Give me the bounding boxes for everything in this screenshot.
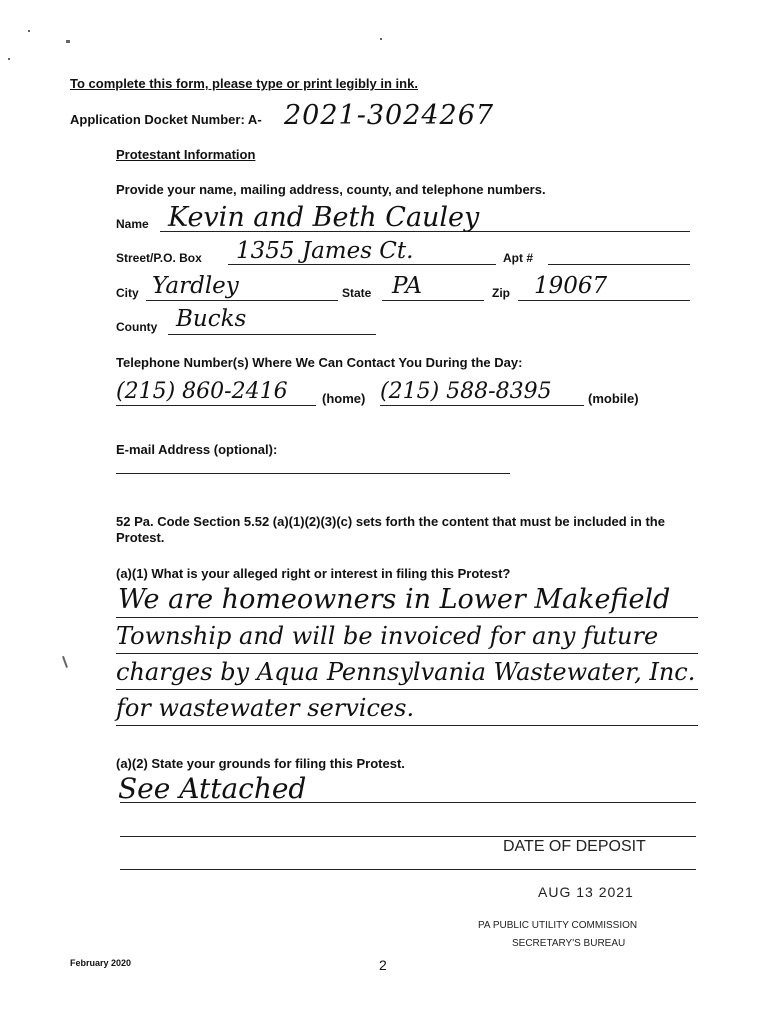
secretary-bureau: SECRETARY'S BUREAU (512, 938, 626, 949)
mobile-phone-line (380, 405, 584, 406)
apt-field-line (548, 264, 690, 265)
scan-speck (8, 58, 10, 60)
answer-a1-line (116, 653, 698, 654)
zip-field-line (518, 300, 690, 301)
city-value[interactable]: Yardley (152, 273, 239, 299)
street-field-line (228, 264, 496, 265)
phone-heading: Telephone Number(s) Where We Can Contact You During the Day: (116, 355, 523, 370)
deposit-date: AUG 13 2021 (538, 884, 634, 900)
answer-a1-text[interactable]: for wastewater services. (116, 694, 415, 722)
protestant-section-title: Protestant Information (116, 147, 256, 162)
answer-a2-text[interactable]: See Attached (118, 772, 307, 805)
home-phone-value[interactable]: (215) 860-2416 (116, 379, 288, 404)
county-label: County (116, 320, 158, 334)
mobile-label: (mobile) (588, 391, 639, 406)
scan-speck (62, 656, 68, 668)
docket-label: Application Docket Number: A- (70, 112, 262, 127)
zip-value[interactable]: 19067 (534, 273, 608, 299)
city-field-line (146, 300, 338, 301)
state-label: State (342, 286, 372, 300)
county-field-line (168, 334, 376, 335)
footer-date: February 2020 (70, 958, 132, 968)
question-a1: (a)(1) What is your alleged right or interest in filing this Protest? (116, 566, 511, 581)
answer-a1-text[interactable]: We are homeowners in Lower Makefield (118, 584, 671, 615)
home-label: (home) (322, 391, 366, 406)
state-value[interactable]: PA (392, 273, 422, 299)
answer-a1-text[interactable]: charges by Aqua Pennsylvania Wastewater, Inc. (116, 658, 696, 686)
mobile-phone-value[interactable]: (215) 588-8395 (380, 379, 552, 404)
home-phone-line (116, 405, 316, 406)
answer-a1-line (116, 689, 698, 690)
street-value[interactable]: 1355 James Ct. (236, 238, 414, 264)
scan-speck (380, 38, 382, 40)
puc-org: PA PUBLIC UTILITY COMMISSION (478, 920, 638, 931)
answer-a1-line (116, 617, 698, 618)
answer-a1-text[interactable]: Township and will be invoiced for any future (116, 622, 659, 650)
docket-value: 2021-3024267 (284, 100, 495, 131)
street-label: Street/P.O. Box (116, 251, 202, 265)
answer-a2-line (120, 836, 696, 837)
page-number: 2 (379, 957, 387, 973)
scan-speck (66, 40, 70, 43)
state-field-line (382, 300, 484, 301)
name-label: Name (116, 217, 149, 231)
apt-label: Apt # (503, 251, 533, 265)
answer-a1-line (116, 725, 698, 726)
form-instruction: To complete this form, please type or print legibly in ink. (70, 76, 418, 91)
email-field-line (116, 473, 510, 474)
zip-label: Zip (492, 286, 510, 300)
city-label: City (116, 286, 139, 300)
date-of-deposit-title: DATE OF DEPOSIT (503, 838, 646, 855)
code-section-intro: 52 Pa. Code Section 5.52 (a)(1)(2)(3)(c) sets forth the content that must be included in the Protest. (116, 514, 665, 545)
scan-speck (28, 30, 30, 32)
question-a2: (a)(2) State your grounds for filing this Protest. (116, 756, 405, 771)
email-label: E-mail Address (optional): (116, 442, 278, 457)
name-value[interactable]: Kevin and Beth Cauley (168, 202, 480, 233)
answer-a2-line (120, 869, 696, 870)
provide-instruction: Provide your name, mailing address, county, and telephone numbers. (116, 182, 546, 197)
county-value[interactable]: Bucks (176, 306, 247, 332)
